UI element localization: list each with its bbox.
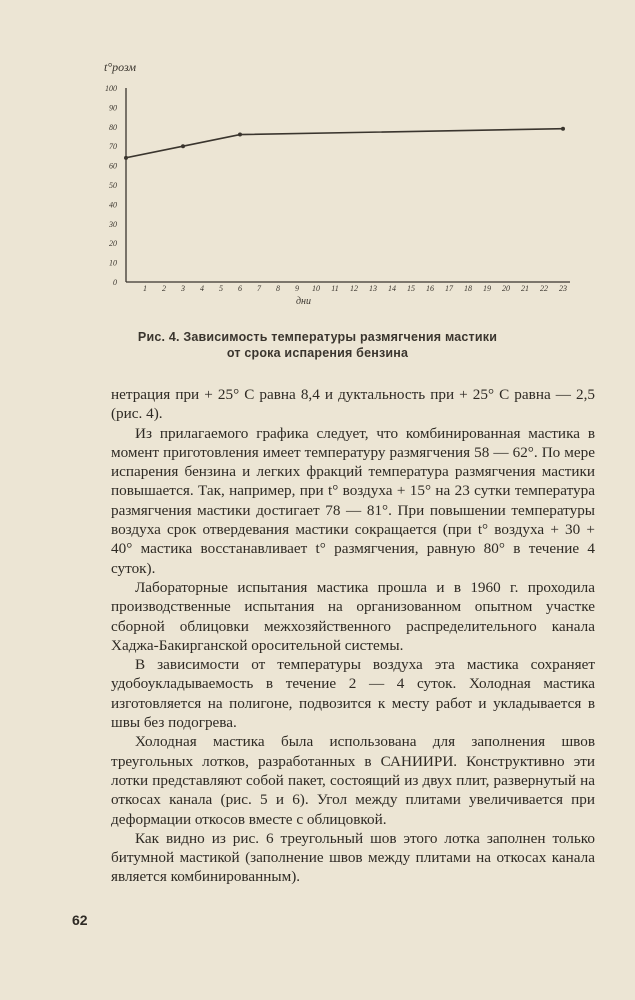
series-points [124, 127, 565, 160]
x-tick-label: 11 [331, 284, 339, 293]
x-tick-label: 5 [219, 284, 223, 293]
x-tick-label: 3 [181, 284, 185, 293]
figure-caption-line1: Рис. 4. Зависимость температуры размягчения мастики [137, 330, 498, 344]
data-point [124, 156, 128, 160]
body-text [111, 385, 595, 887]
softening-temperature-chart [0, 0, 635, 320]
x-tick-label: 15 [407, 284, 415, 293]
figure-caption-line2: от срока испарения бензина [226, 346, 409, 360]
y-tick-label: 20 [109, 239, 117, 249]
y-axis-label: t°розм [104, 60, 137, 74]
x-tick-label: 23 [559, 284, 567, 293]
paragraph: Лабораторные испытания мастика прошла и в 1960 г. проходила производственные испытания на организованном опытном участке сборной облицовки межхозяйственного распределительного канала Хаджа-Бакирганской оросительной системы. [111, 578, 595, 654]
x-axis-label: дни [296, 296, 312, 307]
x-tick-label: 18 [464, 284, 472, 293]
x-tick-label: 1 [143, 284, 147, 293]
x-tick-label: 17 [445, 284, 453, 293]
y-tick-label: 10 [109, 258, 117, 268]
y-tick-label: 80 [109, 122, 117, 132]
data-point [181, 144, 185, 148]
x-tick-label: 19 [483, 284, 491, 293]
x-tick-labels [143, 284, 567, 293]
y-tick-label: 50 [109, 181, 117, 190]
y-tick-label: 30 [109, 219, 117, 229]
paragraph: нетрация при + 25° С равна 8,4 и дуктальность при + 25° С равна — 2,5 (рис. 4). [111, 386, 595, 423]
data-point [238, 133, 242, 137]
page-number: 62 [72, 912, 88, 928]
x-tick-label: 7 [257, 284, 261, 293]
x-tick-label: 21 [521, 284, 529, 293]
y-tick-label: 60 [109, 161, 117, 171]
x-tick-label: 22 [540, 284, 548, 293]
x-tick-label: 13 [369, 284, 377, 293]
y-tick-labels [105, 84, 117, 287]
x-tick-label: 16 [426, 284, 434, 293]
series-line [126, 129, 563, 158]
paragraph: В зависимости от температуры воздуха эта мастика сохраняет удобоукладываемость в течение 2 — 4 суток. Холодная мастика изготовляется на полигоне, подвозится к месту работ и укладывается в швы без подогрева. [111, 656, 595, 732]
x-tick-label: 6 [238, 284, 242, 293]
x-tick-label: 8 [276, 284, 280, 293]
paragraph: Как видно из рис. 6 треугольный шов этого лотка заполнен только битумной мастикой (заполнение швов между плитами на откосах канала является комбинированным). [111, 829, 595, 886]
x-tick-label: 4 [200, 284, 204, 293]
x-tick-label: 20 [502, 284, 510, 293]
x-tick-label: 14 [388, 284, 396, 293]
y-tick-label: 70 [109, 142, 117, 152]
x-tick-label: 9 [295, 284, 299, 293]
paragraph: Из прилагаемого графика следует, что комбинированная мастика в момент приготовления имеет температуру размягчения 58 — 62°. По мере испарения бензина и легких фракций температура размягчения мастики повышается. Так, например, при t° воздуха + 15° на 23 сутки температура размягчения мастики достигает 78 — 81°. При повышении температуры воздуха срок отвердевания мастики сокращается (при t° воздуха + 30 + 40° мастика восстанавливает t° размягчения, равную 80° в течение 4 суток). [111, 424, 595, 577]
x-tick-label: 12 [350, 284, 358, 293]
x-tick-label: 10 [312, 284, 320, 293]
data-point [561, 127, 565, 131]
y-tick-label: 90 [109, 103, 117, 113]
paragraph: Холодная мастика была использована для заполнения швов треугольных лотков, разработанных в САНИИРИ. Конструктивно эти лотки представляют собой пакет, состоящий из двух плит, развернутый на откосах канала (рис. 5 и 6). Угол между плитами увеличивается при деформации откосов вместе с облицовкой. [111, 733, 595, 828]
x-tick-label: 2 [162, 284, 166, 293]
y-tick-label: 40 [109, 200, 117, 210]
y-tick-label: 0 [113, 278, 117, 287]
y-tick-label: 100 [105, 84, 117, 93]
